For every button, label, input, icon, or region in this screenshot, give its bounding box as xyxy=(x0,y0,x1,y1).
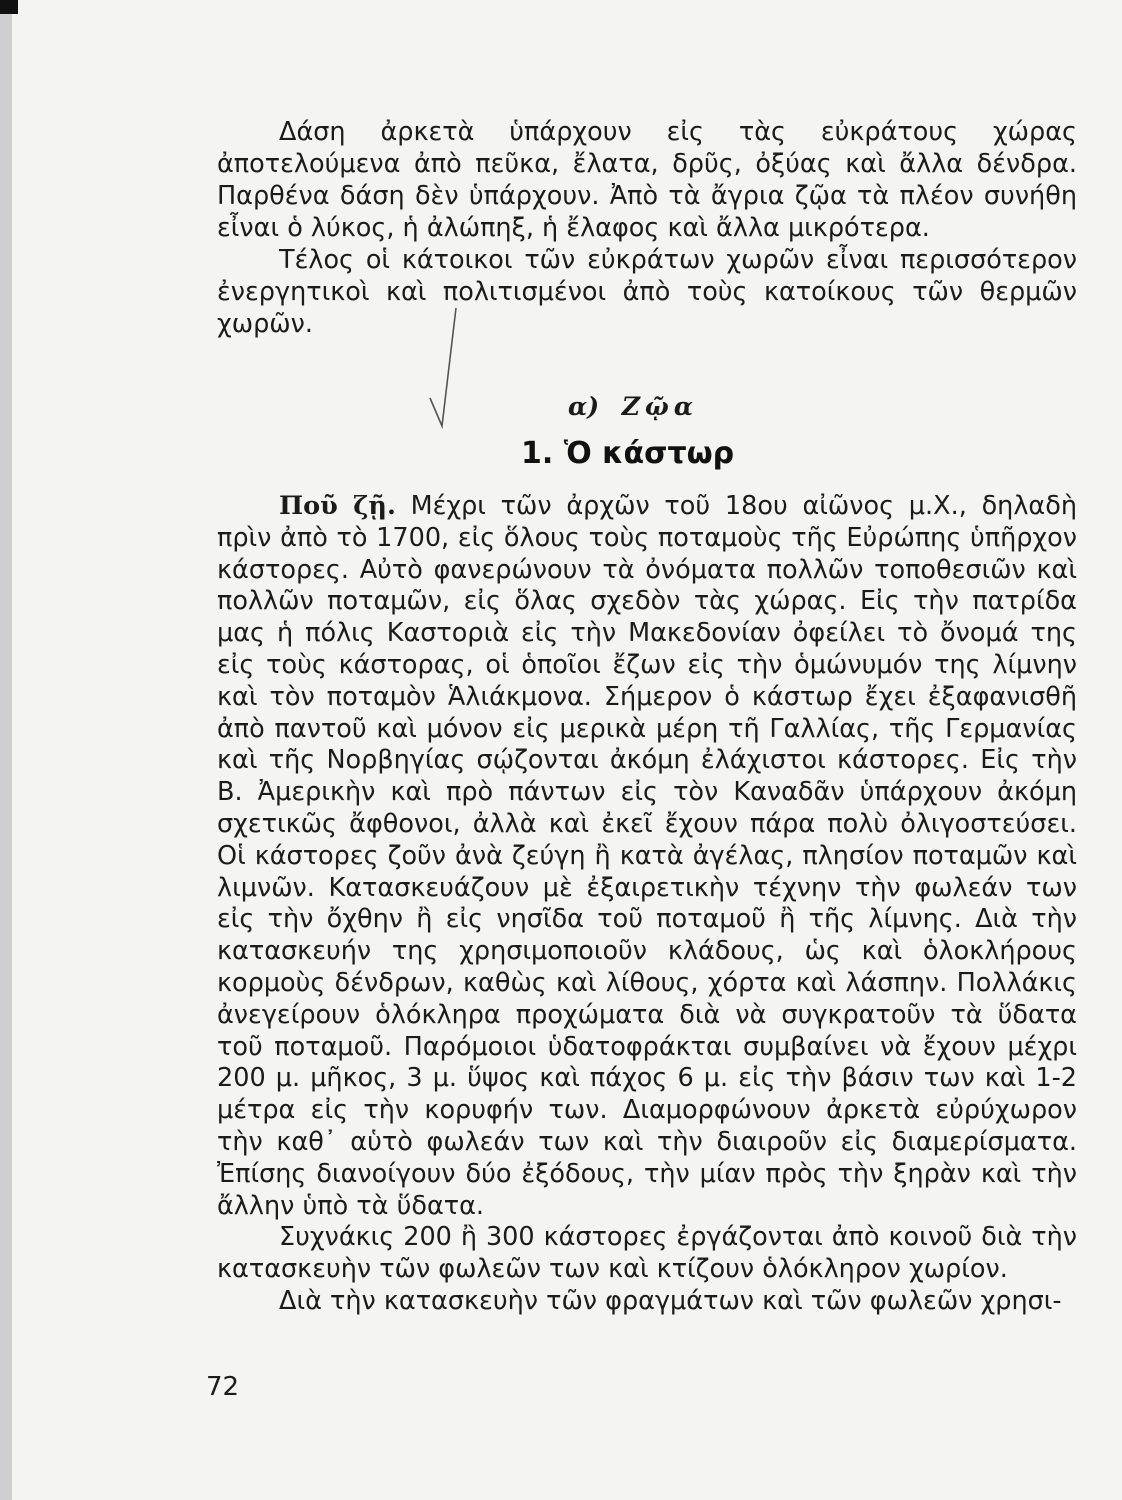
paragraph: Συχνάκις 200 ἢ 300 κάστορες ἐργάζονται ἀπὸ κοινοῦ διὰ τὴν κατασκευὴν τῶν φωλεῶν των καὶ κτίζουν ὁλόκληρον χωρίον. xyxy=(217,1222,1077,1285)
article-text xyxy=(217,491,1077,1318)
section-title: Ζῷα xyxy=(621,392,699,421)
paragraph: Διὰ τὴν κατασκευὴν τῶν φραγμάτων καὶ τῶν φωλεῶν χρησι- xyxy=(279,1285,1062,1316)
paragraph: Δάση ἀρκετὰ ὑπάρχουν εἰς τὰς εὐκράτους χώρας ἀποτελούμενα ἀπὸ πεῦκα, ἔλατα, δρῦς, ὀξύας καὶ ἄλλα δένδρα. Παρθένα δάση δὲν ὑπάρχουν. Ἀπὸ τὰ ἄγρια ζῷα τὰ πλέον συνήθη εἶναι ὁ λύκος, ἡ ἀλώπηξ, ἡ ἔλαφος καὶ ἄλλα μικρότερα. xyxy=(217,117,1077,243)
intro-text xyxy=(217,116,1077,340)
paragraph: Τέλος οἱ κάτοικοι τῶν εὐκράτων χωρῶν εἶναι περισσότερον ἐνεργητικοὶ καὶ πολιτισμένοι ἀπὸ τοὺς κατοίκους τῶν θερμῶν χωρῶν. xyxy=(217,245,1077,339)
paragraph xyxy=(217,491,1077,1222)
section-heading xyxy=(568,392,698,421)
page-number: 72 xyxy=(206,1372,240,1402)
book-page xyxy=(12,0,1122,1500)
paragraph-body: Μέχρι τῶν ἀρχῶν τοῦ 18ου αἰῶνος μ.Χ., δηλαδὴ πρὶν ἀπὸ τὸ 1700, εἰς ὅλους τοὺς ποταμοὺς τῆς Εὐρώπης ὑπῆρχον κάστορες. Αὐτὸ φανερώνουν τὰ ὀνόματα πολλῶν τοποθεσιῶν καὶ πολλῶν ποταμῶν, εἰς ὅλας σχεδὸν τὰς χώρας. Εἰς τὴν πατρίδα μας ἡ πόλις Καστοριὰ εἰς τὴν Μακεδονίαν ὀφείλει τὸ ὄνομά της εἰς τοὺς κάστορας, οἱ ὁποῖοι ἔζων εἰς τὴν ὁμώνυμόν της λίμνην καὶ τὸν ποταμὸν Ἁλιάκμονα. Σήμερον ὁ κάστωρ ἔχει ἐξαφανισθῆ ἀπὸ παντοῦ καὶ μόνον εἰς μερικὰ μέρη τῆ Γαλλίας, τῆς Γερμανίας καὶ τῆς Νορβηγίας σῴζονται ἀκόμη ἐλάχιστοι κάστορες. Εἰς τὴν Β. Ἀμερικὴν καὶ πρὸ πάντων εἰς τὸν Καναδᾶν ὑπάρχουν ἀκόμη σχετικῶς ἄφθονοι, ἀλλὰ καὶ ἐκεῖ ἔχουν πάρα πολὺ ὀλιγοστεύσει. Οἱ κάστορες ζοῦν ἀνὰ ζεύγη ἢ κατὰ ἀγέλας, πλησίον ποταμῶν καὶ λιμνῶν. Κατασκευάζουν μὲ ἐξαιρετικὴν τέχνην τὴν φωλεάν των εἰς τὴν ὄχθην ἢ εἰς νησῖδα τοῦ ποταμοῦ ἢ τῆς λίμνης. Διὰ τὴν κατασκευήν της χρησιμοποιοῦν κλάδους, ὡς καὶ ὁλοκλήρους κορμοὺς δένδρων, καθὼς καὶ λίθους, χόρτα καὶ λάσπην. Πολλάκις ἀνεγείρουν ὁλόκληρα προχώματα διὰ νὰ συγκρατοῦν τὰ ὕδατα τοῦ ποταμοῦ. Παρόμοιοι ὑδατοφράκται συμβαίνει νὰ ἔχουν μέχρι 200 μ. μῆκος, 3 μ. ὕψος καὶ πάχος 6 μ. εἰς τὴν βάσιν των καὶ 1-2 μέτρα εἰς τὴν κορυφήν των. Διαμορφώνουν ἀρκετὰ εὐρύχωρον τὴν καθ᾽ αὑτὸ φωλεάν των καὶ τὴν διαιροῦν εἰς διαμερίσματα. Ἐπίσης διανοίγουν δύο ἐξόδους, τὴν μίαν πρὸς τὴν ξηρὰν καὶ τὴν ἄλλην ὑπὸ τὰ ὕδατα. xyxy=(217,491,1077,1221)
article-title: 1. Ὁ κάστωρ xyxy=(521,436,735,471)
scan-corner xyxy=(0,0,18,14)
section-label: α) xyxy=(568,392,600,421)
pencil-checkmark xyxy=(422,300,462,430)
lead-phrase: Ποῦ ζῇ. xyxy=(279,491,396,521)
